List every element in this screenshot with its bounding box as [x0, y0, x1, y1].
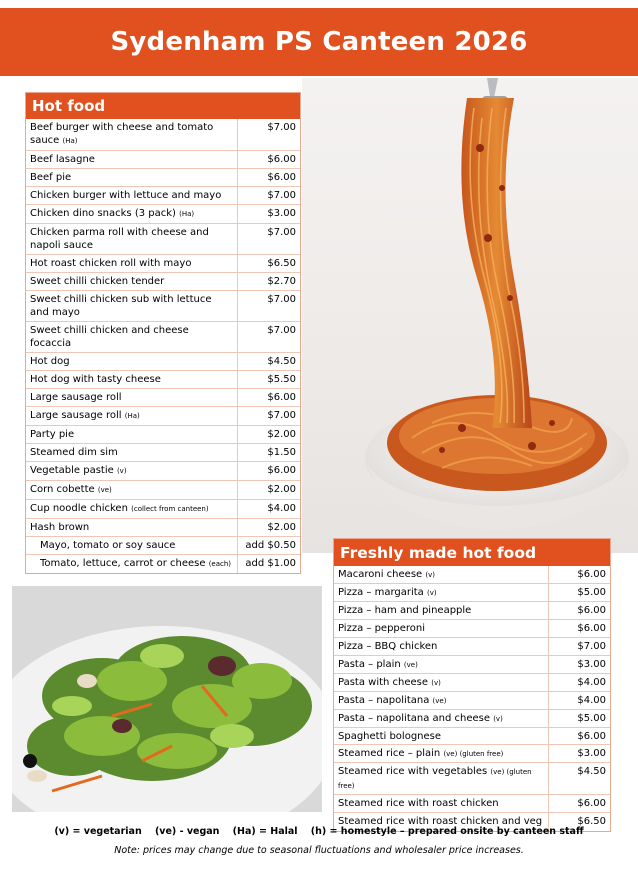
menu-row [334, 566, 610, 584]
menu-row [334, 727, 610, 745]
fresh-food-heading: Freshly made hot food [334, 539, 610, 566]
fresh-food-menu [333, 538, 611, 832]
menu-row [26, 389, 300, 407]
item-name: Chicken burger with lettuce and mayo [30, 190, 222, 201]
item-name: Large sausage roll [30, 392, 122, 403]
fresh-food-table [334, 566, 610, 831]
menu-row [26, 169, 300, 187]
menu-row [26, 322, 300, 353]
item-price: $7.00 [237, 119, 300, 151]
item-note: (ve) [403, 660, 418, 669]
item-price: $7.00 [237, 291, 300, 322]
item-name: Beef pie [30, 172, 72, 183]
item-name: Pizza – margarita [338, 587, 424, 599]
item-note: (ve) (gluten free) [338, 768, 532, 791]
item-note: (v) [493, 714, 503, 723]
menu-row [334, 584, 610, 602]
item-name: Steamed rice with roast chicken and veg [338, 816, 543, 828]
item-name: Spaghetti bolognese [338, 730, 442, 742]
dietary-legend: (v) = vegetarian (ve) - vegan (Ha) = Halal (h) = homestyle – prepared onsite by canteen staff [54, 826, 584, 837]
menu-row [26, 500, 300, 519]
item-price: $7.00 [237, 187, 300, 205]
menu-row [26, 353, 300, 371]
item-price: $7.00 [548, 637, 610, 655]
price-footnote: Note: prices may change due to seasonal fluctuations and wholesaler price increases. [114, 845, 524, 856]
item-note: (ve) (gluten free) [443, 750, 504, 759]
item-note: (Ha) [62, 137, 78, 145]
item-name: Chicken parma roll with cheese and napoli sauce [30, 227, 209, 251]
item-name: Mayo, tomato or soy sauce [40, 540, 176, 551]
item-price: $3.00 [237, 205, 300, 224]
title-banner [0, 8, 638, 76]
item-note: (collect from canteen) [131, 505, 209, 513]
item-name: Party pie [30, 429, 75, 440]
item-price: $6.00 [237, 389, 300, 407]
item-name: Steamed rice with roast chicken [338, 798, 499, 810]
item-price: $2.00 [237, 519, 300, 537]
item-name: Sweet chilli chicken tender [30, 276, 165, 287]
item-price: $3.00 [548, 655, 610, 673]
extra-row [26, 537, 300, 555]
item-price: $3.00 [548, 745, 610, 763]
item-price: $6.00 [548, 795, 610, 813]
menu-row [334, 637, 610, 655]
item-price: $6.50 [548, 813, 610, 831]
item-price: $4.50 [548, 763, 610, 795]
item-name: Corn cobette [30, 484, 95, 495]
item-price: $7.00 [237, 407, 300, 426]
item-name: Beef burger with cheese and tomato sauce [30, 122, 214, 146]
item-price: $2.00 [237, 426, 300, 444]
menu-row [26, 407, 300, 426]
item-price: $4.00 [548, 691, 610, 709]
item-name: Pasta – napolitana and cheese [338, 712, 491, 724]
item-name: Pasta with cheese [338, 676, 429, 688]
menu-row [26, 481, 300, 500]
item-note: (v) [426, 589, 437, 598]
menu-row [26, 426, 300, 444]
item-price: $5.00 [548, 709, 610, 727]
item-note: (Ha) [124, 412, 140, 420]
item-note: (v) [431, 678, 441, 687]
salad-photo [12, 586, 322, 812]
menu-row [26, 255, 300, 273]
item-price: $6.00 [237, 151, 300, 169]
menu-row [26, 462, 300, 481]
item-price: $7.00 [237, 322, 300, 353]
item-price: $6.00 [548, 620, 610, 638]
item-name: Hot dog with tasty cheese [30, 374, 161, 385]
item-price: $6.00 [548, 566, 610, 584]
menu-row [334, 763, 610, 795]
item-note: (Ha) [179, 210, 195, 218]
item-name: Macaroni cheese [338, 569, 423, 580]
item-name: Chicken dino snacks (3 pack) [30, 208, 176, 219]
menu-row [334, 620, 610, 638]
item-name: Beef lasagne [30, 154, 95, 165]
item-price: $6.00 [548, 727, 610, 745]
item-price: add $1.00 [237, 555, 300, 574]
item-price: $1.50 [237, 444, 300, 462]
menu-row [26, 187, 300, 205]
item-price: $6.00 [237, 169, 300, 187]
menu-row [26, 151, 300, 169]
menu-row [334, 691, 610, 709]
menu-row [26, 205, 300, 224]
item-price: $4.00 [548, 673, 610, 691]
menu-row [26, 519, 300, 537]
menu-row [26, 224, 300, 255]
item-name: Pizza – ham and pineapple [338, 605, 472, 617]
item-price: $6.00 [548, 602, 610, 620]
item-price: $5.50 [237, 371, 300, 389]
item-name: Tomato, lettuce, carrot or cheese [40, 558, 206, 569]
menu-row [26, 119, 300, 151]
hot-food-heading: Hot food [26, 93, 300, 119]
item-name: Sweet chilli chicken and cheese focaccia [30, 325, 189, 349]
extra-row [26, 555, 300, 574]
item-name: Hot dog [30, 356, 70, 367]
menu-row [26, 444, 300, 462]
item-price: $6.50 [237, 255, 300, 273]
item-name: Hot roast chicken roll with mayo [30, 258, 192, 269]
item-name: Steamed dim sim [30, 447, 118, 458]
menu-row [26, 273, 300, 291]
item-name: Vegetable pastie [30, 465, 114, 476]
item-name: Sweet chilli chicken sub with lettuce and mayo [30, 294, 212, 318]
menu-row [334, 709, 610, 727]
menu-row [334, 673, 610, 691]
item-name: Pizza – pepperoni [338, 623, 426, 635]
menu-row [334, 655, 610, 673]
item-price: $4.50 [237, 353, 300, 371]
item-name: Steamed rice with vegetables [338, 766, 488, 778]
item-note: (ve) [97, 486, 112, 494]
item-name: Cup noodle chicken [30, 503, 128, 514]
item-note: (v) [425, 571, 435, 579]
item-price: $2.00 [237, 481, 300, 500]
item-name: Pasta – napolitana [338, 694, 430, 706]
menu-row [334, 602, 610, 620]
item-name: Pasta – plain [338, 658, 401, 670]
item-note: (v) [116, 467, 127, 475]
item-price: $4.00 [237, 500, 300, 519]
item-price: $2.70 [237, 273, 300, 291]
item-name: Large sausage roll [30, 410, 122, 421]
hot-food-menu [25, 92, 301, 574]
menu-row [26, 291, 300, 322]
item-name: Hash brown [30, 522, 90, 533]
item-price: $6.00 [237, 462, 300, 481]
page-title: Sydenham PS Canteen 2026 [110, 27, 528, 57]
item-note: (ve) [432, 696, 447, 705]
item-price: add $0.50 [237, 537, 300, 555]
item-name: Pizza – BBQ chicken [338, 640, 438, 652]
item-note: (each) [208, 560, 232, 568]
menu-row [334, 745, 610, 763]
item-price: $5.00 [548, 584, 610, 602]
item-price: $7.00 [237, 224, 300, 255]
spaghetti-photo [302, 78, 638, 553]
menu-row [26, 371, 300, 389]
menu-row [334, 795, 610, 813]
item-name: Steamed rice – plain [338, 748, 441, 760]
hot-food-table [26, 119, 300, 573]
